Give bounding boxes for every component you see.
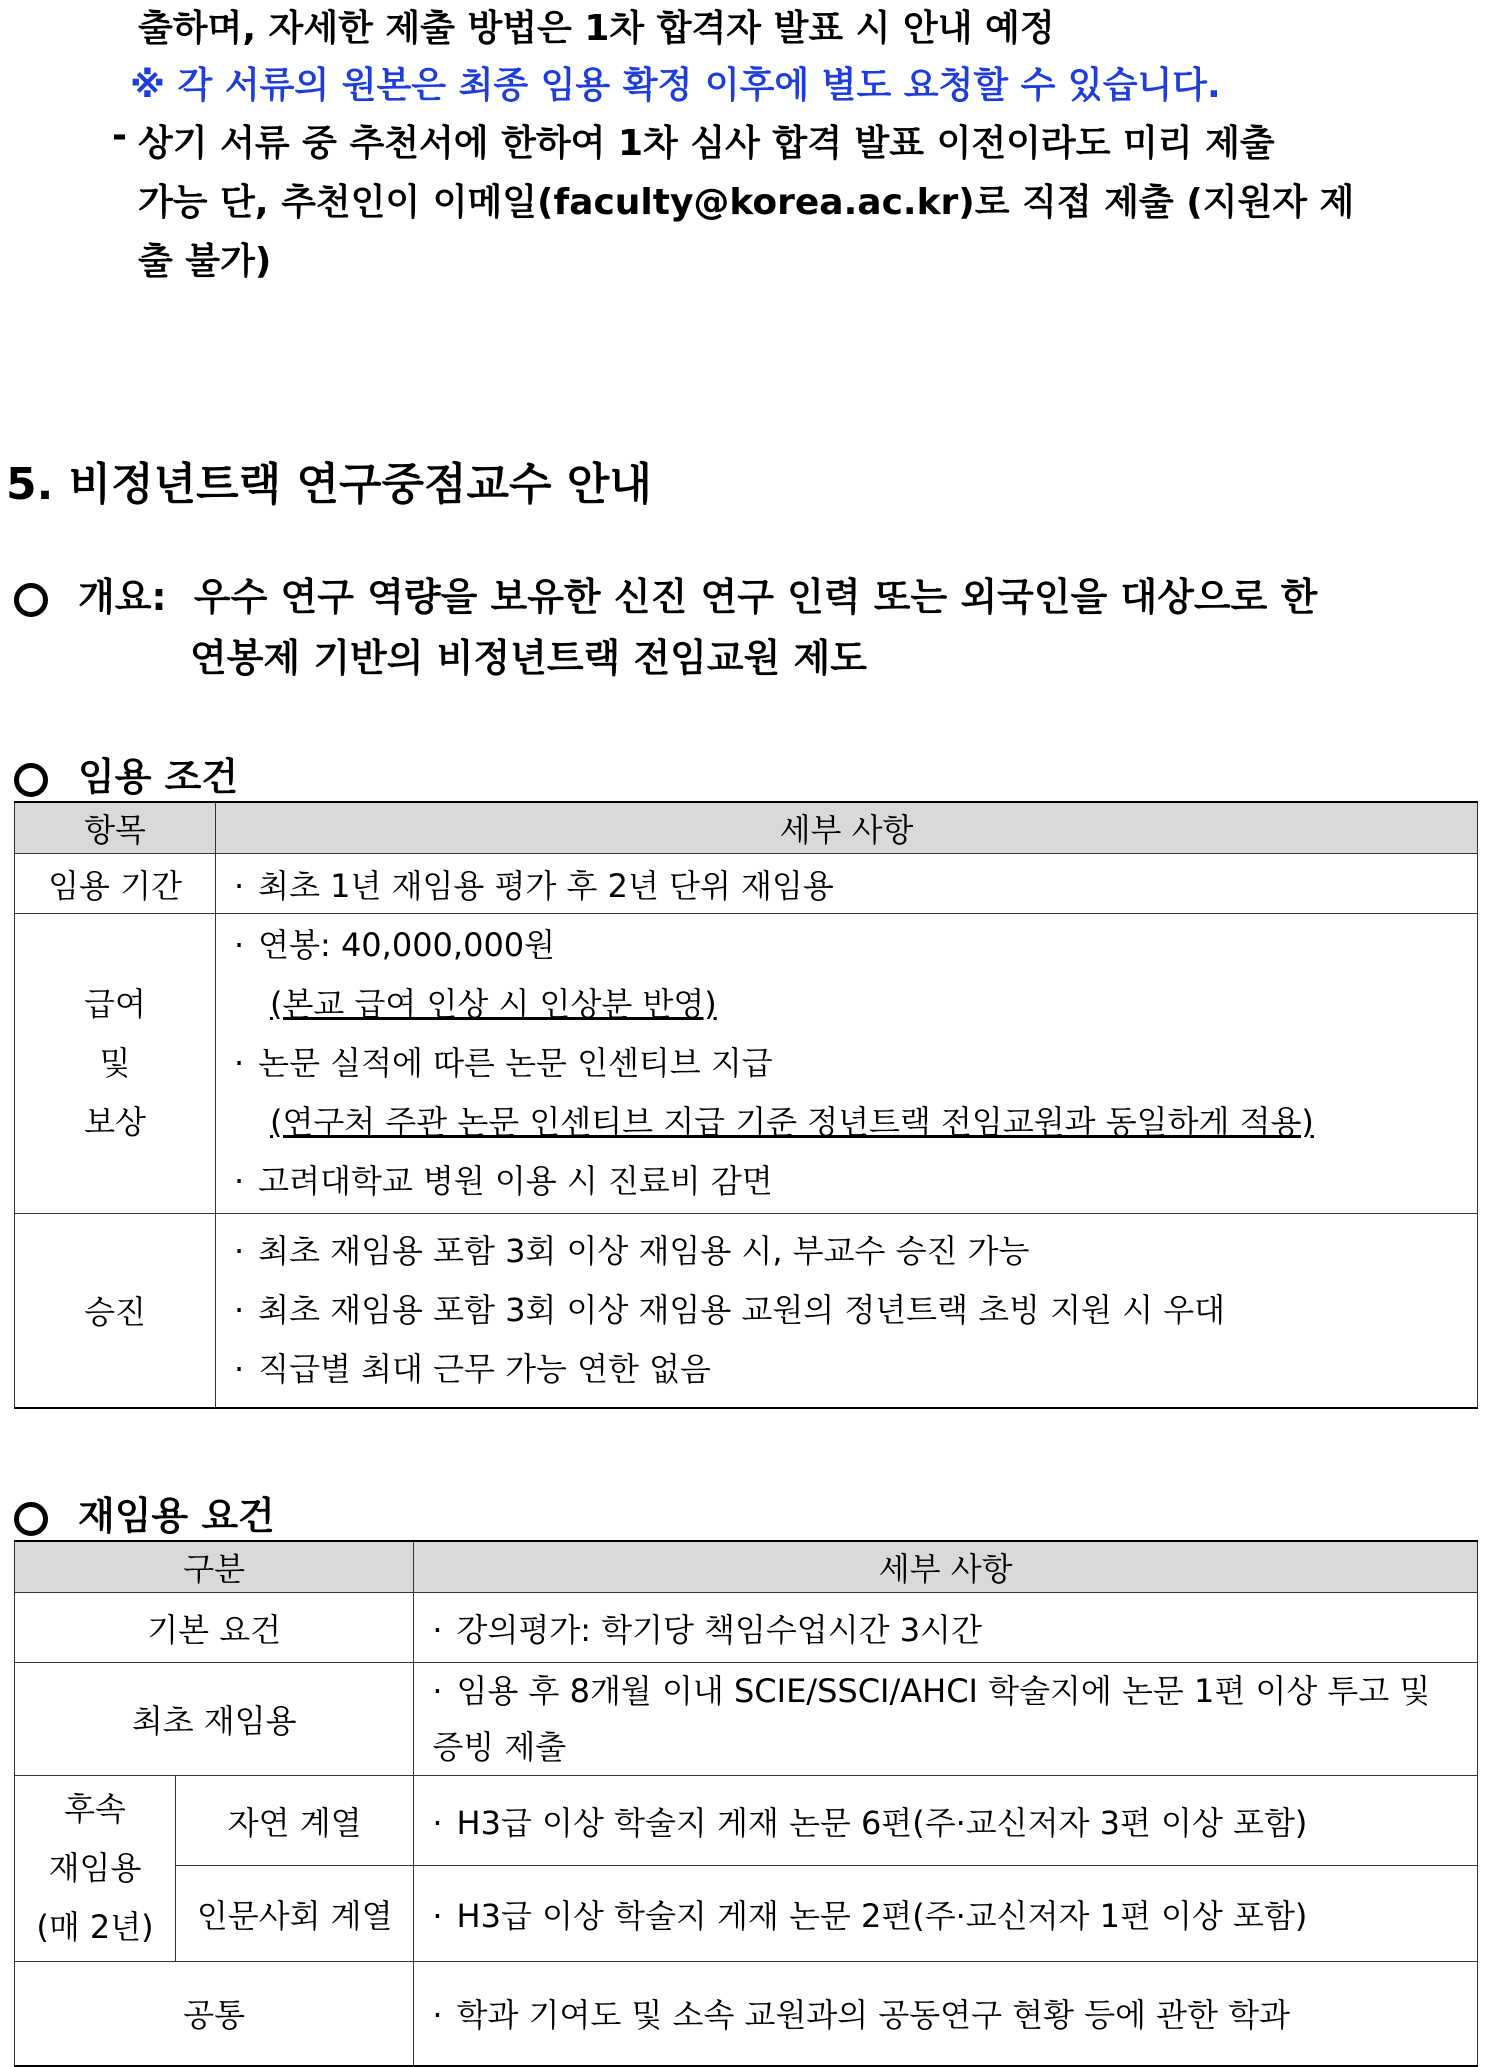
table-row [15, 1866, 1478, 1962]
table-row [15, 1962, 1478, 2066]
pay-detail: · 연봉: 40,000,000원 (본교 급여 인상 시 인상분 반영) · 논문 실적에 따른 논문 인센티브 지급 (연구처 주관 논문 인센티브 지급 기준 정년트랙 전임교원과 동일하게 적용) · 고려대학교 병원 이용 시 진료비 감면 [216, 914, 1478, 1214]
col-item-header: 항목 [15, 802, 216, 854]
overview-line-2: 연봉제 기반의 비정년트랙 전임교원 제도 [190, 636, 867, 680]
humanities-label: 인문사회 계열 [176, 1866, 414, 1962]
subsequent-label: 후속 재임용 (매 2년) [15, 1776, 176, 1962]
intro-line-3: 가능 단, 추천인이 이메일(faculty@korea.ac.kr)로 직접 제출 (지원자 제 [138, 182, 1355, 223]
original-docs-note: ※ 각 서류의 원본은 최종 임용 확정 이후에 별도 요청할 수 있습니다. [130, 65, 1221, 106]
reappoint-table [14, 1540, 1478, 2067]
first-label: 최초 재임용 [15, 1663, 414, 1776]
natural-label: 자연 계열 [176, 1776, 414, 1866]
common-detail: · 학과 기여도 및 소속 교원과의 공동연구 현황 등에 관한 학과 [414, 1962, 1478, 2066]
basic-detail: · 강의평가: 학기당 책임수업시간 3시간 [414, 1593, 1478, 1663]
conditions-heading [14, 746, 238, 801]
intro-dash: - [112, 115, 127, 156]
reappoint-heading [14, 1485, 275, 1540]
first-detail: · 임용 후 8개월 이내 SCIE/SSCI/AHCI 학술지에 논문 1편 이상 투고 및 증빙 제출 [414, 1663, 1478, 1776]
col-detail-header: 세부 사항 [216, 802, 1478, 854]
table-row [15, 854, 1478, 914]
common-label: 공통 [15, 1962, 414, 2066]
intro-line-4: 출 불가) [138, 241, 272, 282]
natural-detail: · H3급 이상 학술지 게재 논문 6편(주·교신저자 3편 이상 포함) [414, 1776, 1478, 1866]
table-row [15, 1663, 1478, 1776]
intro-line-2: 상기 서류 중 추천서에 한하여 1차 심사 합격 발표 이전이라도 미리 제출 [138, 123, 1275, 164]
basic-label: 기본 요건 [15, 1593, 414, 1663]
circle-bullet-icon [14, 763, 48, 797]
reappoint-heading-text: 재임용 요건 [78, 1494, 275, 1538]
period-detail: · 최초 1년 재임용 평가 후 2년 단위 재임용 [216, 854, 1478, 914]
conditions-table [14, 801, 1478, 1409]
pay-label: 급여 및 보상 [15, 914, 216, 1214]
intro-line-1: 출하며, 자세한 제출 방법은 1차 합격자 발표 시 안내 예정 [138, 8, 1055, 49]
promotion-detail: · 최초 재임용 포함 3회 이상 재임용 시, 부교수 승진 가능 · 최초 재임용 포함 3회 이상 재임용 교원의 정년트랙 초빙 지원 시 우대 · 직급별 최대 근무 가능 연한 없음 [216, 1214, 1478, 1408]
circle-bullet-icon [14, 583, 48, 617]
table-row [15, 1214, 1478, 1408]
table-row [15, 1593, 1478, 1663]
circle-bullet-icon [14, 1502, 48, 1536]
table-header-row [15, 1541, 1478, 1593]
col-detail-header: 세부 사항 [414, 1541, 1478, 1593]
promotion-label: 승진 [15, 1214, 216, 1408]
overview-text-1: 우수 연구 역량을 보유한 신진 연구 인력 또는 외국인을 대상으로 한 [193, 575, 1318, 619]
section-title: 5. 비정년트랙 연구중점교수 안내 [6, 459, 652, 510]
table-row [15, 914, 1478, 1214]
overview-label: 개요: [78, 575, 167, 619]
humanities-detail: · H3급 이상 학술지 게재 논문 2편(주·교신저자 1편 이상 포함) [414, 1866, 1478, 1962]
table-row [15, 1776, 1478, 1866]
conditions-heading-text: 임용 조건 [78, 755, 239, 799]
overview-line-1 [14, 566, 1317, 621]
col-category-header: 구분 [15, 1541, 414, 1593]
period-label: 임용 기간 [15, 854, 216, 914]
table-header-row [15, 802, 1478, 854]
